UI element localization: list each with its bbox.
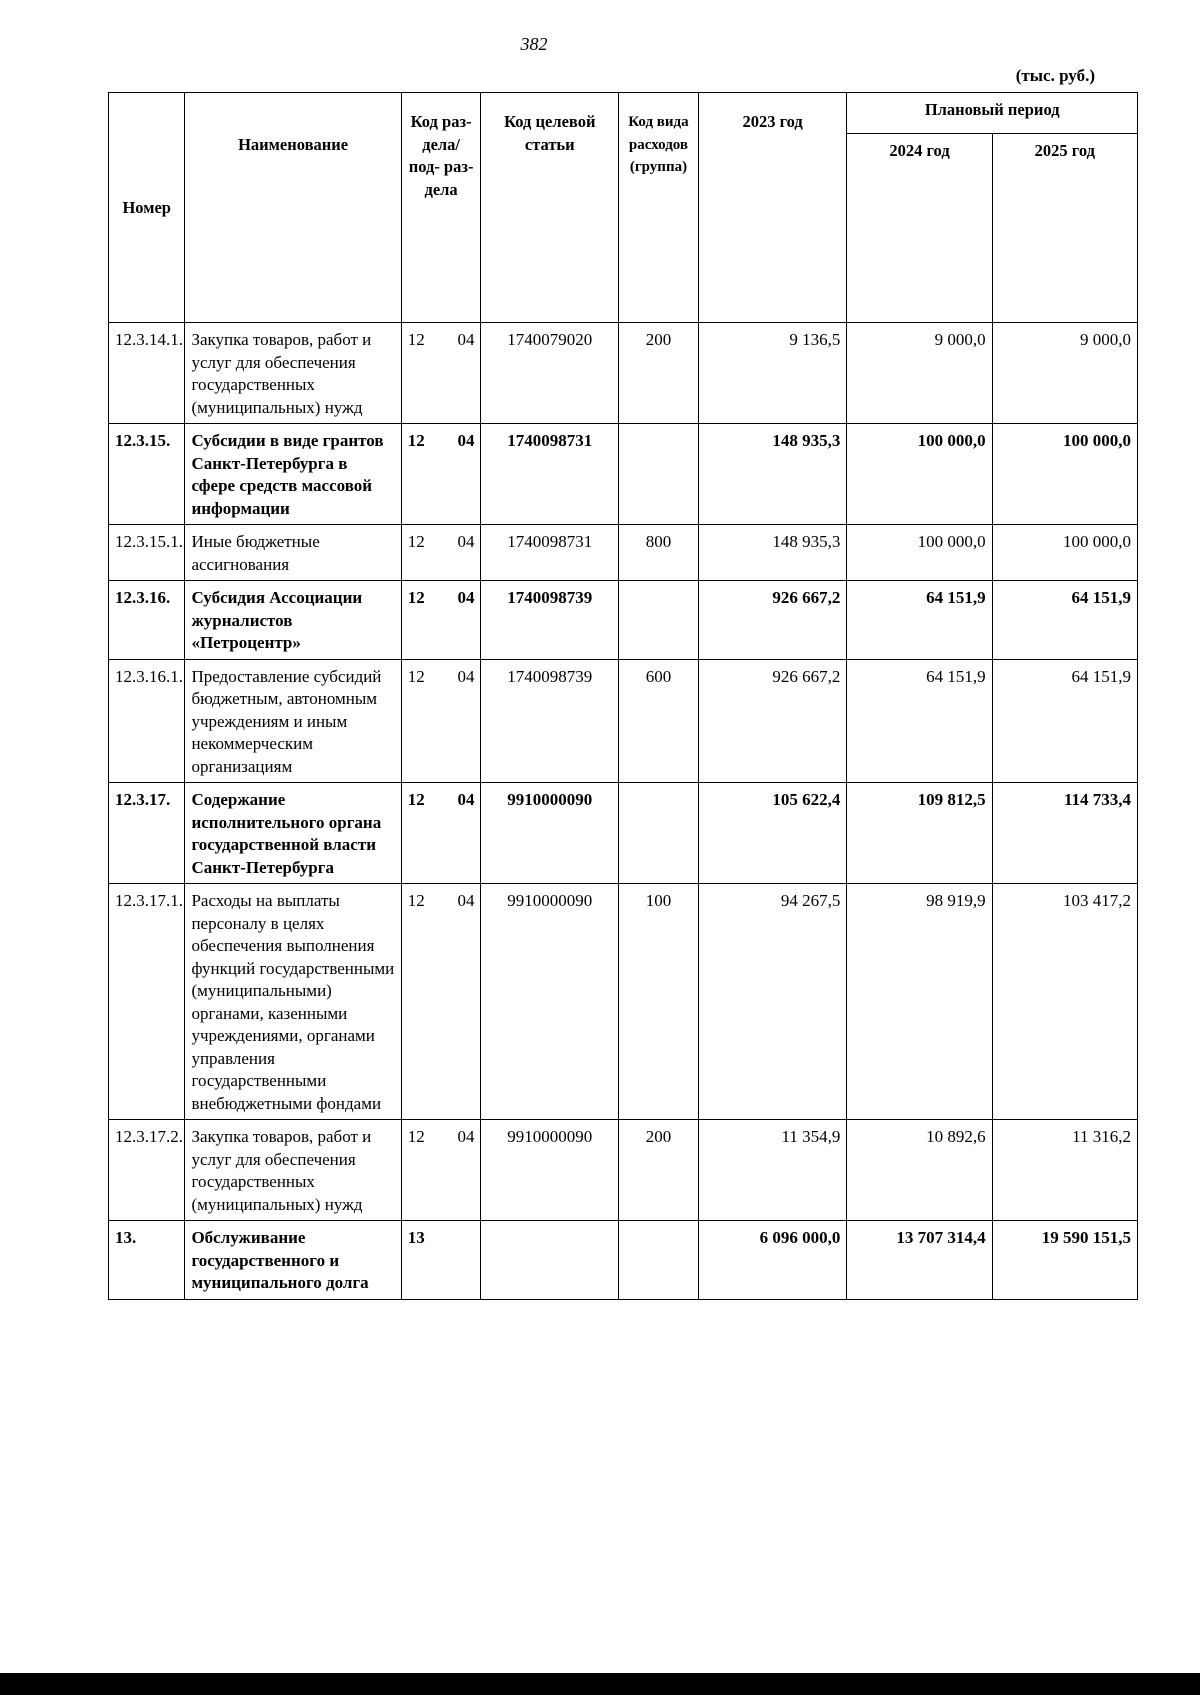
section-code: 13	[407, 1228, 425, 1247]
units-label: (тыс. руб.)	[1015, 66, 1095, 85]
subsection-code: 04	[457, 790, 475, 809]
row-section-code	[401, 424, 481, 525]
table-row	[109, 1221, 1138, 1300]
header-year-2025: 2025 год	[992, 134, 1137, 323]
row-section-code	[401, 884, 481, 1120]
subsection-code: 04	[457, 666, 475, 686]
row-group-code: 100	[619, 884, 699, 1120]
row-group-code	[619, 581, 699, 660]
row-value-2023: 148 935,3	[698, 424, 847, 525]
row-number: 12.3.15.1.	[109, 525, 185, 581]
section-code: 12	[407, 431, 425, 450]
section-code: 12	[407, 330, 425, 349]
row-value-2025: 19 590 151,5	[992, 1221, 1137, 1300]
row-value-2023: 6 096 000,0	[698, 1221, 847, 1300]
section-code: 12	[407, 891, 425, 910]
row-group-code: 200	[619, 323, 699, 424]
row-value-2023: 9 136,5	[698, 323, 847, 424]
table-row	[109, 323, 1138, 424]
header-year-2023: 2023 год	[698, 93, 847, 323]
row-value-2024: 64 151,9	[847, 659, 992, 783]
row-group-code	[619, 1221, 699, 1300]
header-year-2024: 2024 год	[847, 134, 992, 323]
row-value-2023: 94 267,5	[698, 884, 847, 1120]
header-target-article-code: Код целевой статьи	[481, 93, 619, 323]
row-value-2025: 103 417,2	[992, 884, 1137, 1120]
row-section-code	[401, 323, 481, 424]
section-code: 12	[407, 666, 425, 686]
subsection-code: 04	[457, 891, 475, 910]
table-row	[109, 525, 1138, 581]
row-value-2024: 10 892,6	[847, 1120, 992, 1221]
row-value-2023: 11 354,9	[698, 1120, 847, 1221]
row-name: Иные бюджетные ассигнования	[185, 525, 401, 581]
section-code: 12	[407, 1127, 425, 1146]
row-section-code	[401, 1221, 481, 1300]
row-value-2025: 64 151,9	[992, 659, 1137, 783]
row-article-code: 1740079020	[481, 323, 619, 424]
row-value-2024: 100 000,0	[847, 424, 992, 525]
table-row	[109, 1120, 1138, 1221]
row-value-2024: 109 812,5	[847, 783, 992, 884]
row-name: Закупка товаров, работ и услуг для обеспечения государственных (муниципальных) нужд	[185, 323, 401, 424]
header-number: Номер	[109, 93, 185, 323]
row-article-code: 9910000090	[481, 1120, 619, 1221]
row-name: Расходы на выплаты персоналу в целях обеспечения выполнения функций государственными (муниципальными) органами, казенными учреждениями, органами управления государственными внебюджетными фондами	[185, 884, 401, 1120]
row-value-2023: 105 622,4	[698, 783, 847, 884]
row-section-code	[401, 525, 481, 581]
row-article-code: 9910000090	[481, 783, 619, 884]
table-row	[109, 581, 1138, 660]
row-group-code	[619, 424, 699, 525]
row-value-2025: 100 000,0	[992, 525, 1137, 581]
row-article-code: 1740098731	[481, 525, 619, 581]
row-section-code	[401, 1120, 481, 1221]
table-row	[109, 424, 1138, 525]
row-value-2023: 926 667,2	[698, 659, 847, 783]
row-number: 13.	[109, 1221, 185, 1300]
table-row	[109, 659, 1138, 783]
row-section-code	[401, 581, 481, 660]
row-number: 12.3.17.	[109, 783, 185, 884]
subsection-code: 04	[457, 431, 475, 450]
subsection-code: 04	[457, 330, 475, 349]
header-section-code: Код раз- дела/ под- раз- дела	[401, 93, 481, 323]
row-value-2025: 11 316,2	[992, 1120, 1137, 1221]
row-value-2025: 100 000,0	[992, 424, 1137, 525]
row-number: 12.3.14.1.	[109, 323, 185, 424]
header-row	[109, 93, 1138, 134]
row-article-code: 1740098731	[481, 424, 619, 525]
scan-border	[0, 1673, 1200, 1695]
row-value-2024: 9 000,0	[847, 323, 992, 424]
table-row	[109, 884, 1138, 1120]
row-group-code	[619, 783, 699, 884]
row-number: 12.3.17.2.	[109, 1120, 185, 1221]
row-number: 12.3.17.1.	[109, 884, 185, 1120]
row-value-2025: 64 151,9	[992, 581, 1137, 660]
row-value-2025: 114 733,4	[992, 783, 1137, 884]
row-number: 12.3.15.	[109, 424, 185, 525]
header-name: Наименование	[185, 93, 401, 323]
header-planning-period: Плановый период	[847, 93, 1138, 134]
subsection-code: 04	[457, 588, 475, 607]
row-name: Содержание исполнительного органа государственной власти Санкт-Петербурга	[185, 783, 401, 884]
row-group-code: 800	[619, 525, 699, 581]
row-article-code: 1740098739	[481, 659, 619, 783]
row-section-code	[401, 659, 481, 783]
header-expense-type-code: Код вида расходов (группа)	[619, 93, 699, 323]
row-value-2023: 148 935,3	[698, 525, 847, 581]
row-name: Закупка товаров, работ и услуг для обеспечения государственных (муниципальных) нужд	[185, 1120, 401, 1221]
row-article-code	[481, 1221, 619, 1300]
row-article-code: 1740098739	[481, 581, 619, 660]
row-value-2024: 13 707 314,4	[847, 1221, 992, 1300]
budget-table	[108, 92, 1138, 1300]
row-value-2025: 9 000,0	[992, 323, 1137, 424]
row-value-2023: 926 667,2	[698, 581, 847, 660]
row-number: 12.3.16.1.	[109, 659, 185, 783]
subsection-code: 04	[457, 532, 475, 551]
table-row	[109, 783, 1138, 884]
row-name: Субсидия Ассоциации журналистов «Петроцентр»	[185, 581, 401, 660]
row-value-2024: 64 151,9	[847, 581, 992, 660]
row-group-code: 200	[619, 1120, 699, 1221]
section-code: 12	[407, 588, 425, 607]
row-value-2024: 100 000,0	[847, 525, 992, 581]
row-value-2024: 98 919,9	[847, 884, 992, 1120]
subsection-code: 04	[457, 1127, 475, 1146]
row-section-code	[401, 783, 481, 884]
row-number: 12.3.16.	[109, 581, 185, 660]
row-name: Предоставление субсидий бюджетным, автономным учреждениям и иным некоммерческим организациям	[185, 659, 401, 783]
row-group-code: 600	[619, 659, 699, 783]
page-number: 382	[520, 34, 548, 54]
section-code: 12	[407, 790, 425, 809]
section-code: 12	[407, 532, 425, 551]
row-name: Субсидии в виде грантов Санкт-Петербурга в сфере средств массовой информации	[185, 424, 401, 525]
row-name: Обслуживание государственного и муниципального долга	[185, 1221, 401, 1300]
row-article-code: 9910000090	[481, 884, 619, 1120]
